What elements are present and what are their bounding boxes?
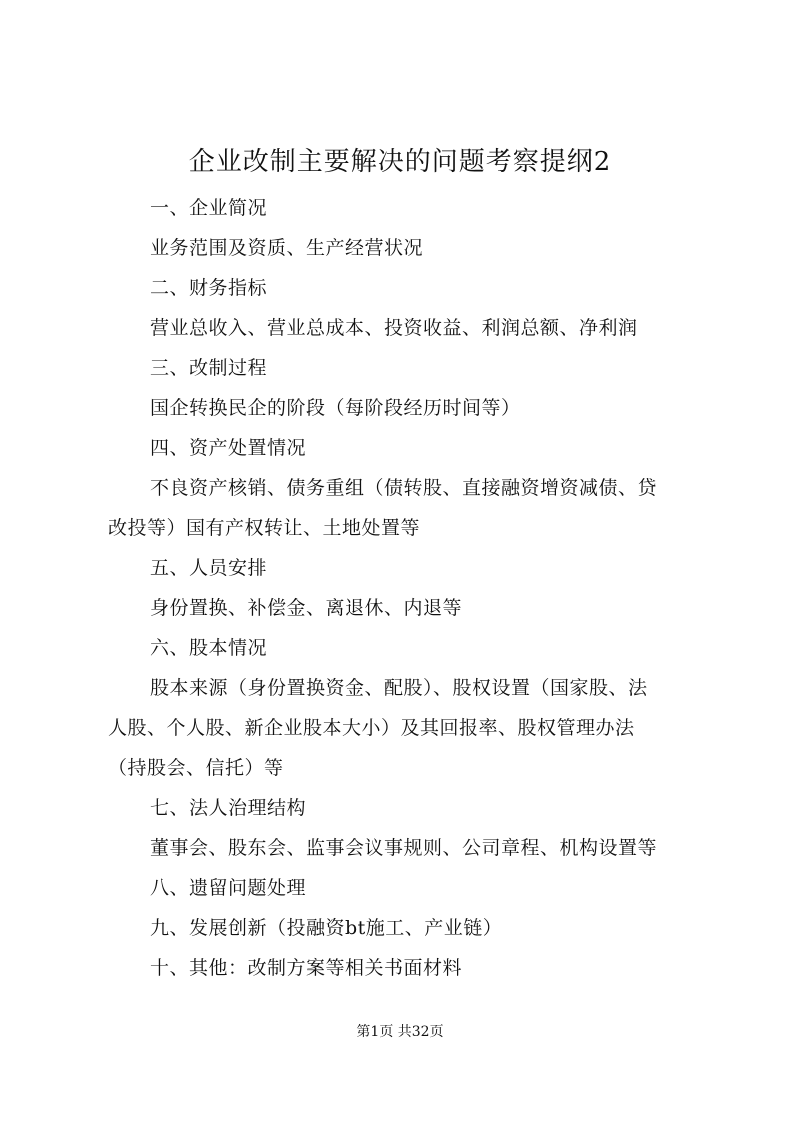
- paragraph-line: （持股会、信托）等: [108, 757, 284, 779]
- paragraph-line: 人股、个人股、新企业股本大小）及其回报率、股权管理办法: [108, 717, 635, 739]
- section-heading-2: 二、财务指标: [150, 277, 268, 299]
- section-heading-4: 四、资产处置情况: [150, 437, 307, 459]
- section-heading-6: 六、股本情况: [150, 637, 268, 659]
- section-heading-3: 三、改制过程: [150, 357, 268, 379]
- document-title: 企业改制主要解决的问题考察提纲2: [188, 147, 612, 177]
- paragraph-line: 改投等）国有产权转让、土地处置等: [108, 517, 421, 539]
- paragraph-line: 董事会、股东会、监事会议事规则、公司章程、机构设置等: [150, 837, 658, 859]
- section-heading-7: 七、法人治理结构: [150, 797, 307, 819]
- section-heading-5: 五、人员安排: [150, 557, 268, 579]
- page-number-footer: 第1页 共32页: [356, 1024, 444, 1040]
- paragraph-line: 股本来源（身份置换资金、配股）、股权设置（国家股、法: [150, 677, 648, 699]
- paragraph-line: 营业总收入、营业总成本、投资收益、利润总额、净利润: [150, 317, 638, 339]
- section-heading-10: 十、其他：改制方案等相关书面材料: [150, 957, 463, 979]
- paragraph-line: 身份置换、补偿金、离退休、内退等: [150, 597, 463, 619]
- paragraph-line: 业务范围及资质、生产经营状况: [150, 237, 424, 259]
- paragraph-line: 不良资产核销、债务重组（债转股、直接融资增资减债、贷: [150, 477, 658, 499]
- section-heading-8: 八、遗留问题处理: [150, 877, 307, 899]
- section-heading-1: 一、企业简况: [150, 197, 268, 219]
- section-heading-9: 九、发展创新（投融资bt施工、产业链）: [150, 917, 503, 939]
- paragraph-line: 国企转换民企的阶段（每阶段经历时间等）: [150, 397, 521, 419]
